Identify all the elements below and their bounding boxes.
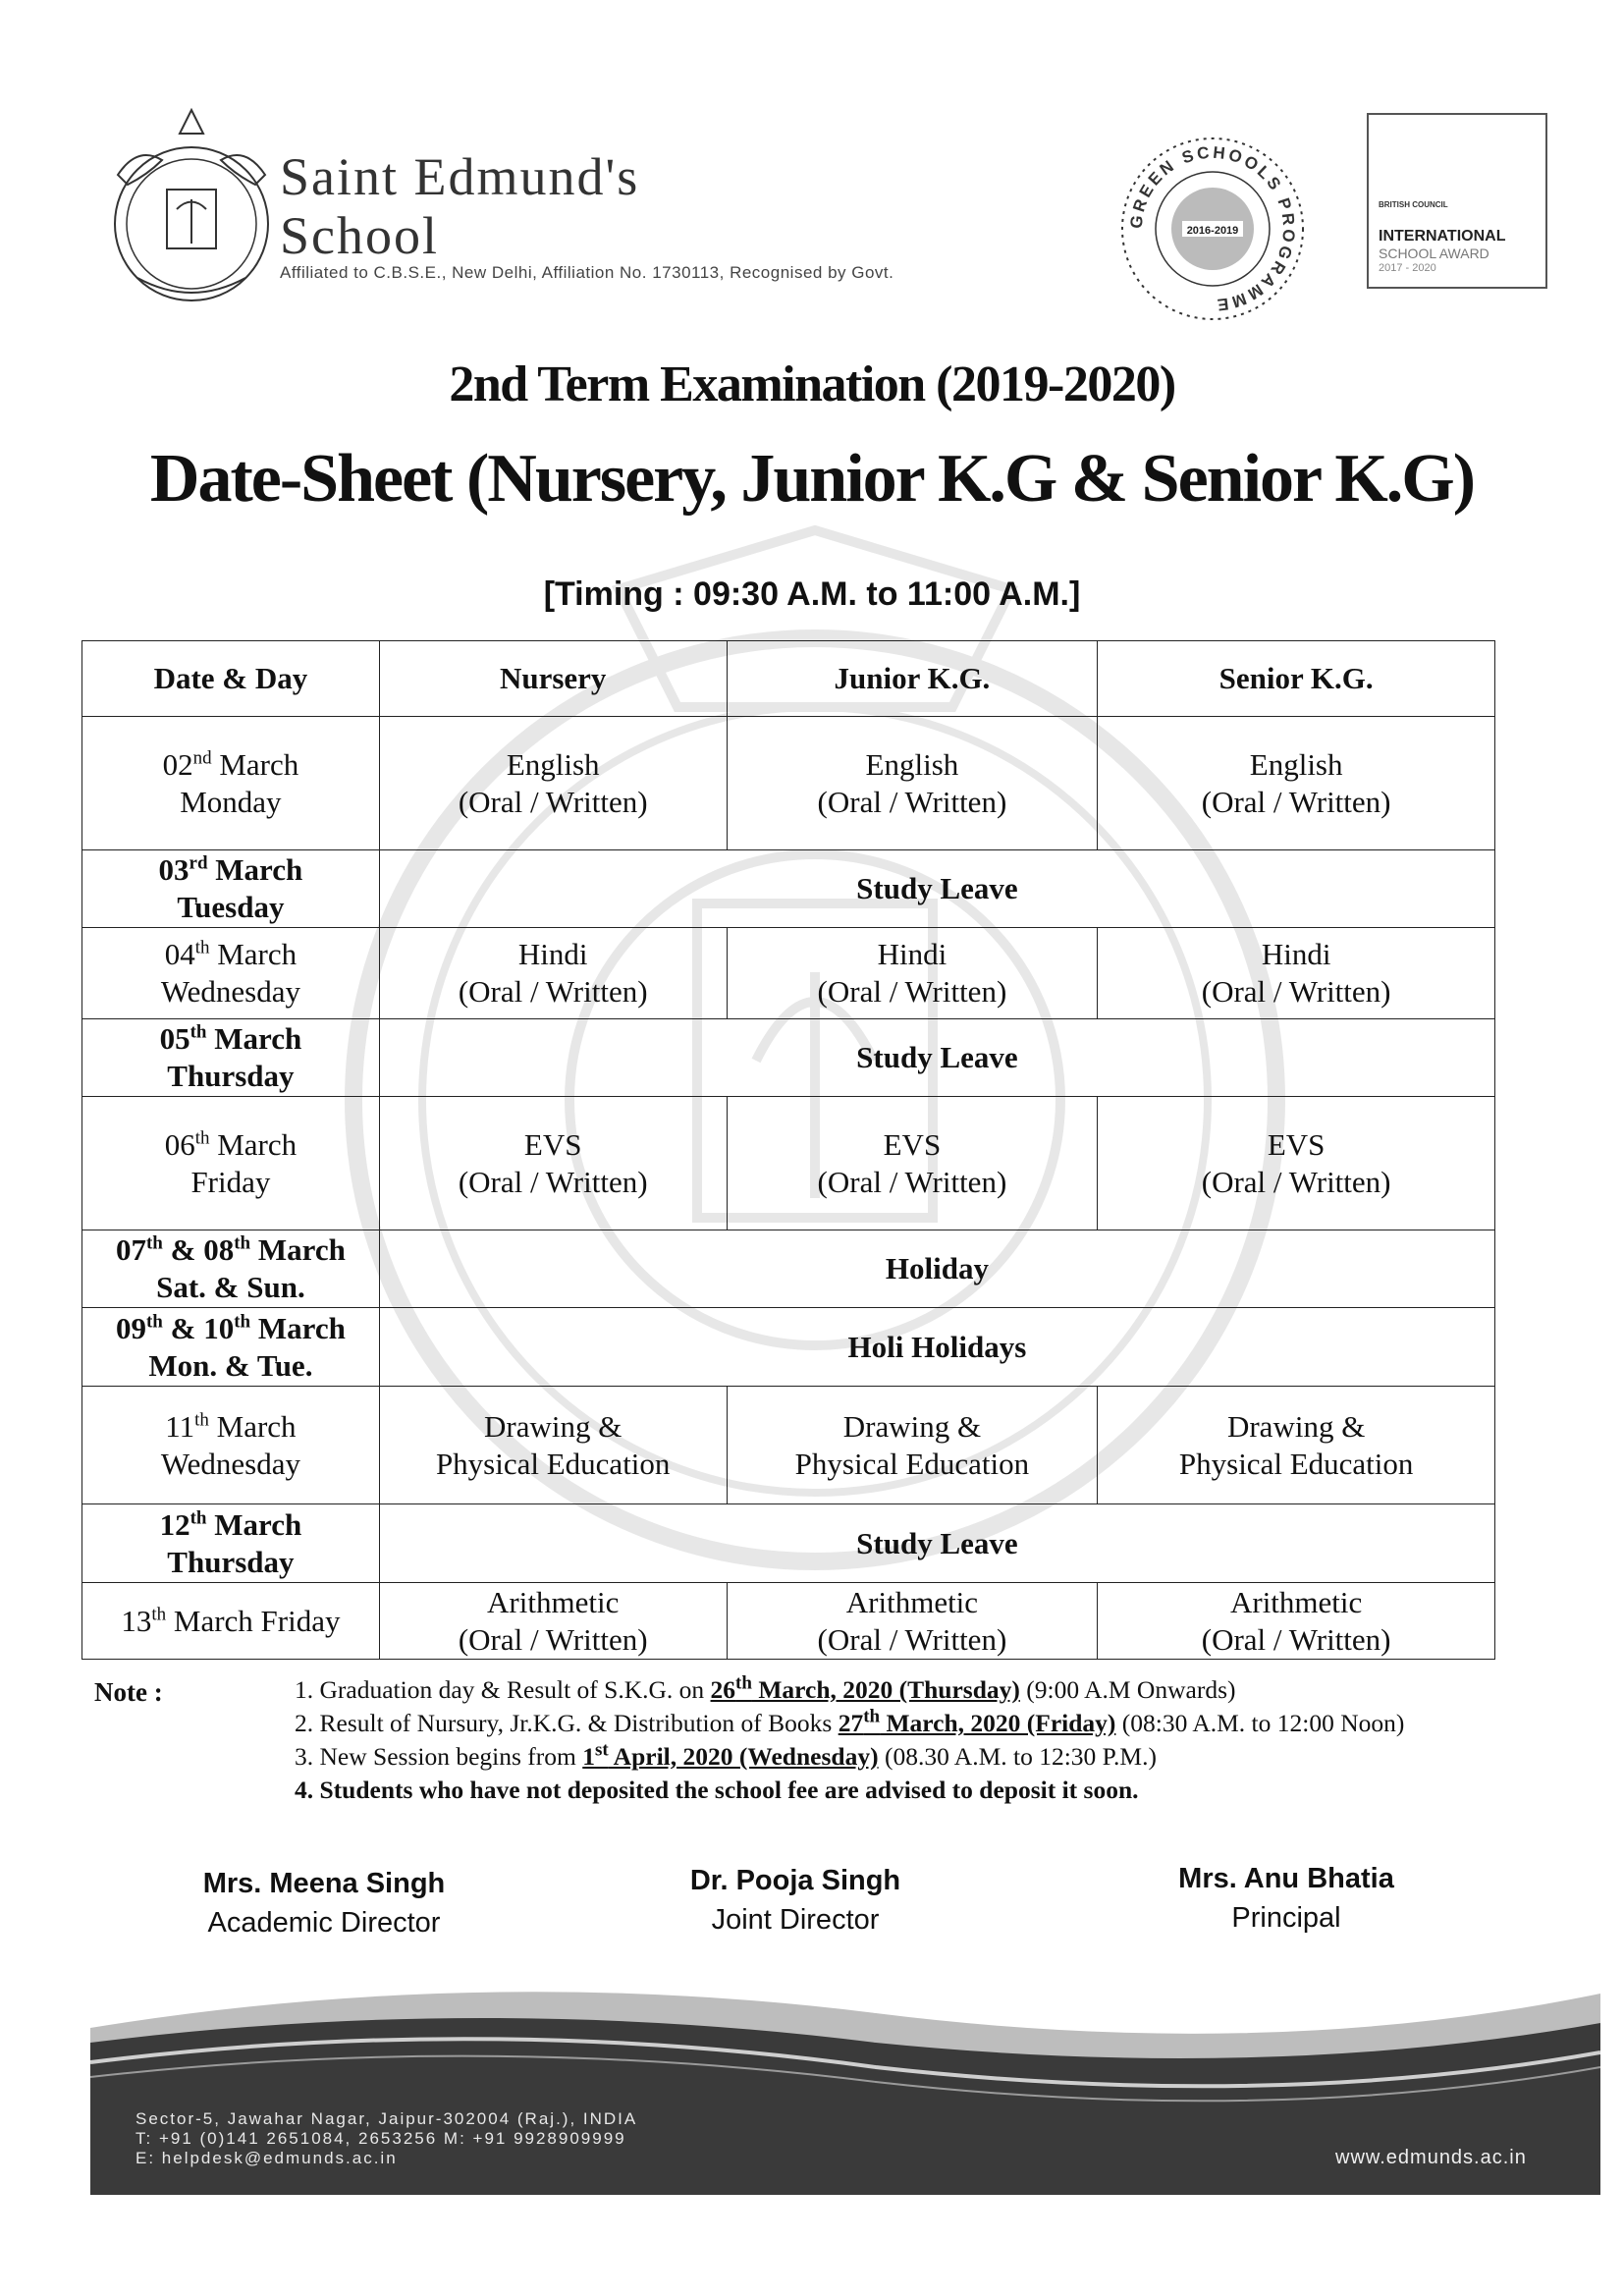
british-council-label: BRITISH COUNCIL [1379,200,1448,209]
table-row [82,1230,1495,1308]
header-junior-kg: Junior K.G. [727,641,1098,717]
award-line2: SCHOOL AWARD [1379,246,1489,261]
header-senior-kg: Senior K.G. [1098,641,1495,717]
green-schools-seal-icon [1110,126,1316,332]
signatory-name: Dr. Pooja Singh [689,1865,901,1896]
signature-principal [1139,1859,1434,1938]
date-cell: 04th March Wednesday [82,928,380,1019]
table-row [82,1308,1495,1387]
school-name-line2: School [280,206,440,265]
date-cell: 07th & 08th March Sat. & Sun. [82,1230,380,1308]
affiliation-text: Affiliated to C.B.S.E., New Delhi, Affiliation No. 1730113, Recognised by Govt. [280,263,894,282]
table-row [82,850,1495,928]
note-item-2: 2. Result of Nursury, Jr.K.G. & Distribution of Books 27th March, 2020 (Friday) (08:30 A.M. to 12:00 Noon) [295,1706,1405,1737]
datesheet-title: Date-Sheet (Nursery, Junior K.G & Senior K.G) [149,441,1475,517]
junior-kg-cell: Hindi (Oral / Written) [727,928,1098,1019]
award-years: 2017 - 2020 [1379,262,1436,274]
international-school-award [1367,113,1547,289]
footer-email[interactable]: E: helpdesk@edmunds.ac.in [135,2149,398,2167]
table-row [82,717,1495,850]
table-row [82,928,1495,1019]
header-nursery: Nursery [379,641,727,717]
exam-title: 2nd Term Examination (2019-2020) [449,356,1175,412]
exam-timing: [Timing : 09:30 A.M. to 11:00 A.M.] [543,575,1081,613]
date-cell: 03rd March Tuesday [82,850,380,928]
school-crest-icon [108,106,275,312]
holi-holidays-cell: Holi Holidays [379,1308,1494,1387]
school-name-line1: Saint Edmund's [280,147,640,206]
junior-kg-cell: English (Oral / Written) [727,717,1098,850]
senior-kg-cell: English (Oral / Written) [1098,717,1495,850]
date-cell: 12th March Thursday [82,1504,380,1583]
table-row [82,1583,1495,1660]
table-row [82,1387,1495,1504]
study-leave-cell: Study Leave [379,1019,1494,1097]
datesheet-table [81,640,1495,1660]
senior-kg-cell: EVS (Oral / Written) [1098,1097,1495,1230]
signatory-title: Principal [1231,1902,1341,1934]
signatory-name: Mrs. Meena Singh [202,1868,446,1899]
date-cell: 06th March Friday [82,1097,380,1230]
note-label: Note : [94,1677,163,1707]
date-cell: 11th March Wednesday [82,1387,380,1504]
table-row [82,1504,1495,1583]
date-cell: 05th March Thursday [82,1019,380,1097]
school-name [280,147,639,265]
table-header-row [82,641,1495,717]
footer-contact [135,2109,637,2168]
note-item-3: 3. New Session begins from 1st April, 2020 (Wednesday) (08.30 A.M. to 12:30 P.M.) [295,1739,1157,1771]
nursery-cell: Arithmetic (Oral / Written) [379,1583,727,1660]
note-item-1: 1. Graduation day & Result of S.K.G. on 26th March, 2020 (Thursday) (9:00 A.M Onwards) [295,1672,1236,1704]
signatory-name: Mrs. Anu Bhatia [1178,1863,1394,1894]
header-date-day: Date & Day [82,641,380,717]
nursery-cell: English (Oral / Written) [379,717,727,850]
senior-kg-cell: Drawing & Physical Education [1098,1387,1495,1504]
signature-joint-director [648,1861,943,1940]
holiday-cell: Holiday [379,1230,1494,1308]
senior-kg-cell: Arithmetic (Oral / Written) [1098,1583,1495,1660]
date-cell: 13th March Friday [82,1583,380,1660]
nursery-cell: Drawing & Physical Education [379,1387,727,1504]
green-seal-years: 2016-2019 [1186,225,1239,237]
note-item-4: 4. Students who have not deposited the school fee are advised to deposit it soon. [295,1776,1139,1804]
nursery-cell: Hindi (Oral / Written) [379,928,727,1019]
award-line1: INTERNATIONAL [1379,228,1506,245]
date-cell: 09th & 10th March Mon. & Tue. [82,1308,380,1387]
junior-kg-cell: Drawing & Physical Education [727,1387,1098,1504]
table-row [82,1097,1495,1230]
green-seal-ring-text: GREEN SCHOOLS PROGRAMME [1126,142,1299,315]
footer-phone: T: +91 (0)141 2651084, 2653256 M: +91 9928909999 [135,2129,626,2148]
footer-address: Sector-5, Jawahar Nagar, Jaipur-302004 (Raj.), INDIA [135,2109,638,2128]
junior-kg-cell: Arithmetic (Oral / Written) [727,1583,1098,1660]
nursery-cell: EVS (Oral / Written) [379,1097,727,1230]
footer-website-link[interactable]: www.edmunds.ac.in [1335,2147,1527,2168]
notes-list [295,1673,1404,1807]
signatory-title: Academic Director [207,1907,441,1939]
senior-kg-cell: Hindi (Oral / Written) [1098,928,1495,1019]
signatory-title: Joint Director [711,1904,880,1936]
study-leave-cell: Study Leave [379,1504,1494,1583]
study-leave-cell: Study Leave [379,850,1494,928]
date-cell: 02nd March Monday [82,717,380,850]
table-row [82,1019,1495,1097]
junior-kg-cell: EVS (Oral / Written) [727,1097,1098,1230]
signature-academic-director [177,1864,471,1942]
